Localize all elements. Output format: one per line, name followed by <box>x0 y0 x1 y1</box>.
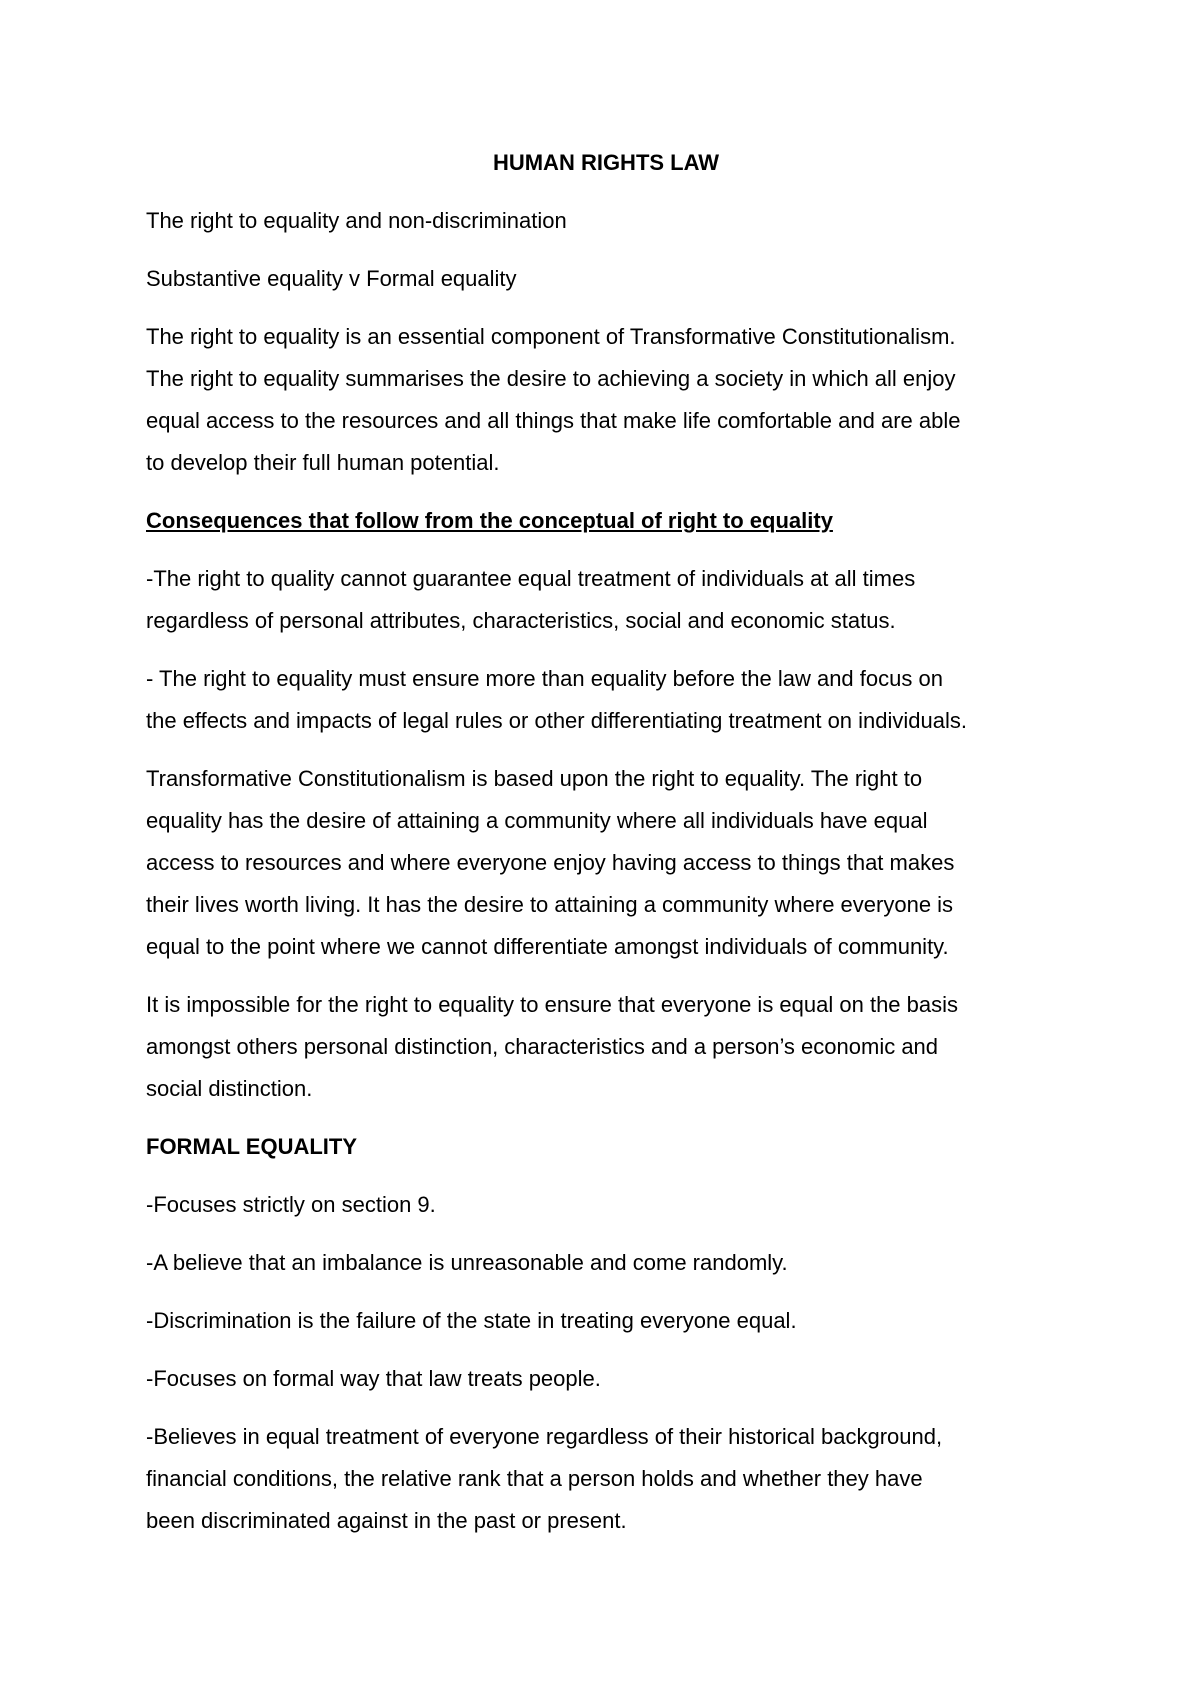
paragraph <box>146 1416 1066 1542</box>
text-line: financial conditions, the relative rank that a person holds and whether they have <box>146 1466 923 1491</box>
text-line: their lives worth living. It has the desire to attaining a community where everyone is <box>146 892 954 917</box>
text-line: Transformative Constitutionalism is based upon the right to equality. The right to <box>146 766 923 791</box>
paragraph <box>146 258 1066 300</box>
document-title: HUMAN RIGHTS LAW <box>492 150 720 175</box>
paragraph <box>146 200 1066 242</box>
text-line: FORMAL EQUALITY <box>146 1134 358 1159</box>
text-line: the effects and impacts of legal rules or other differentiating treatment on individuals. <box>146 708 967 733</box>
text-line: social distinction. <box>146 1076 313 1101</box>
paragraph <box>146 984 1066 1110</box>
text-line: equality has the desire of attaining a community where all individuals have equal <box>146 808 928 833</box>
text-line: Consequences that follow from the conceptual of right to equality <box>146 508 833 533</box>
text-line: - The right to equality must ensure more than equality before the law and focus on <box>146 666 943 691</box>
section-heading-underlined <box>146 500 1066 542</box>
text-line: -Believes in equal treatment of everyone regardless of their historical background, <box>146 1424 943 1449</box>
text-line: equal access to the resources and all things that make life comfortable and are able <box>146 408 961 433</box>
text-line: It is impossible for the right to equality to ensure that everyone is equal on the basis <box>146 992 959 1017</box>
text-line: -Discrimination is the failure of the state in treating everyone equal. <box>146 1308 797 1333</box>
text-line: -Focuses on formal way that law treats people. <box>146 1366 601 1391</box>
paragraph <box>146 1184 1066 1226</box>
text-line: been discriminated against in the past or present. <box>146 1508 627 1533</box>
document-body <box>146 142 1066 1558</box>
text-line: The right to equality is an essential component of Transformative Constitutionalism. <box>146 324 956 349</box>
text-line: -Focuses strictly on section 9. <box>146 1192 436 1217</box>
text-line: to develop their full human potential. <box>146 450 500 475</box>
paragraph <box>146 658 1066 742</box>
text-line: equal to the point where we cannot differentiate amongst individuals of community. <box>146 934 949 959</box>
text-line: Substantive equality v Formal equality <box>146 266 517 291</box>
text-line: -A believe that an imbalance is unreasonable and come randomly. <box>146 1250 788 1275</box>
text-line: -The right to quality cannot guarantee equal treatment of individuals at all times <box>146 566 916 591</box>
paragraph <box>146 1358 1066 1400</box>
paragraph <box>146 1242 1066 1284</box>
paragraph <box>146 1300 1066 1342</box>
text-line: access to resources and where everyone enjoy having access to things that makes <box>146 850 955 875</box>
text-line: The right to equality summarises the desire to achieving a society in which all enjoy <box>146 366 956 391</box>
text-line: The right to equality and non-discrimination <box>146 208 567 233</box>
text-line: regardless of personal attributes, characteristics, social and economic status. <box>146 608 896 633</box>
paragraph <box>146 758 1066 968</box>
section-heading <box>146 1126 1066 1168</box>
paragraph <box>146 558 1066 642</box>
paragraph <box>146 316 1066 484</box>
text-line: amongst others personal distinction, characteristics and a person’s economic and <box>146 1034 939 1059</box>
